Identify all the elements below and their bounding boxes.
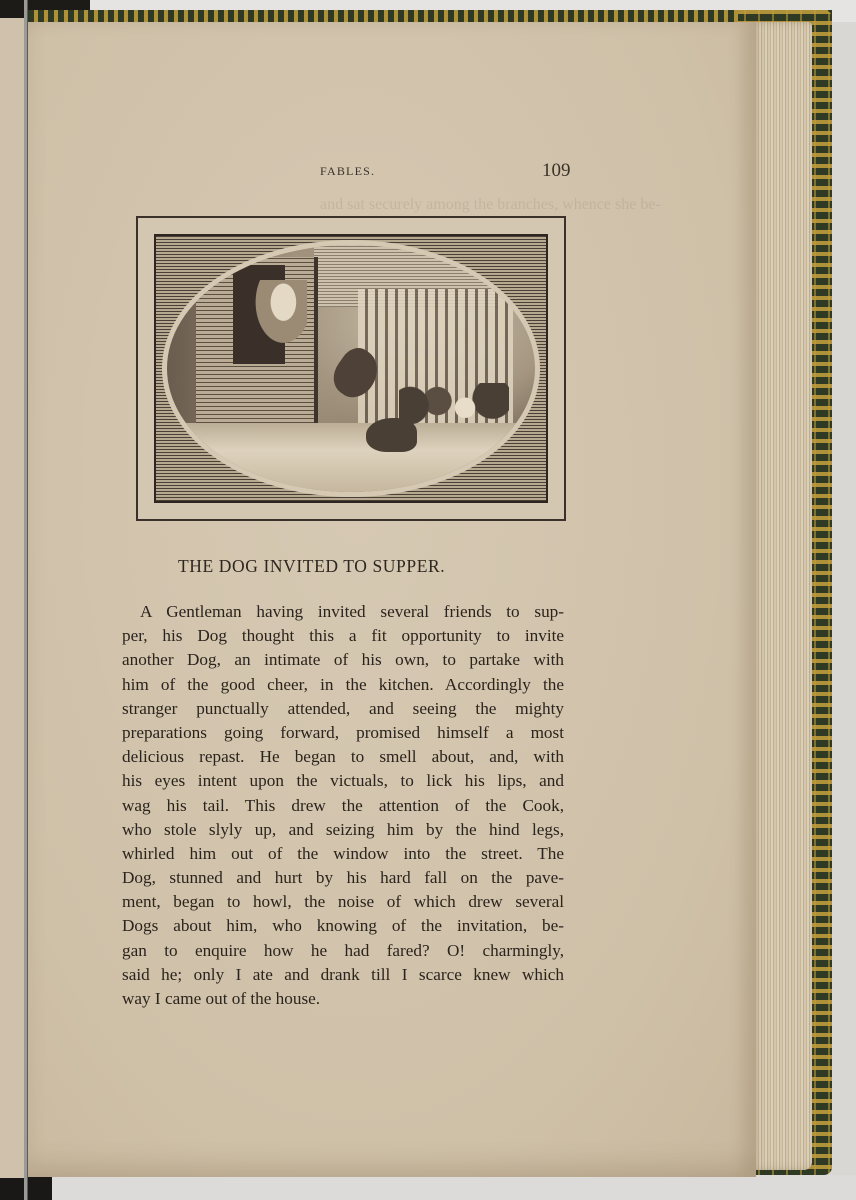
text-line: whirled him out of the window into the street. The [122, 843, 564, 863]
dog-pack [399, 383, 509, 427]
text-line: gan to enquire how he had fared? O! charmingly, [122, 940, 564, 960]
previous-page-edge [0, 18, 26, 1178]
gutter-divider [24, 0, 27, 1200]
page-fore-edge [750, 22, 812, 1170]
engraving-illustration [136, 216, 566, 521]
page-number: 109 [542, 160, 571, 181]
photo-background-bottom [0, 1175, 856, 1200]
text-line: his eyes intent upon the victuals, to lick his lips, and [122, 771, 564, 791]
text-line: who stole slyly up, and seizing him by the hind legs, [122, 819, 564, 839]
text-line: Dog, stunned and hurt by his hard fall on the pave- [122, 868, 564, 888]
fable-body [122, 600, 564, 1011]
text-line: per, his Dog thought this a fit opportunity to invite [122, 626, 564, 646]
text-line: said he; only I ate and drank till I scarce knew which [122, 964, 564, 984]
text-line: ment, began to howl, the noise of which drew several [122, 892, 564, 912]
text-line: Dogs about him, who knowing of the invitation, be- [122, 916, 564, 936]
fable-title: THE DOG INVITED TO SUPPER. [178, 556, 446, 576]
running-head-title: FABLES. [320, 164, 376, 178]
oval-vignette [162, 240, 540, 497]
text-line: way I came out of the house. [122, 989, 321, 1008]
street [167, 423, 535, 492]
text-line: delicious repast. He began to smell about, and, with [122, 747, 564, 767]
text-line: stranger punctually attended, and seeing the mighty [122, 698, 564, 718]
text-line: him of the good cheer, in the kitchen. Accordingly the [122, 674, 564, 694]
engraving-frame [154, 234, 548, 503]
text-line: A Gentleman having invited several friends to sup- [140, 602, 564, 621]
show-through-text: and sat securely among the branches, whence she be- [320, 196, 661, 213]
gilt-binding-top [24, 10, 832, 22]
running-head [320, 160, 580, 184]
text-line: another Dog, an intimate of his own, to partake with [122, 650, 564, 670]
text-line: preparations going forward, promised himself a most [122, 722, 564, 742]
text-line: wag his tail. This drew the attention of the Cook, [122, 795, 564, 815]
dog-in-street [366, 418, 418, 453]
cook-figure [248, 280, 307, 354]
